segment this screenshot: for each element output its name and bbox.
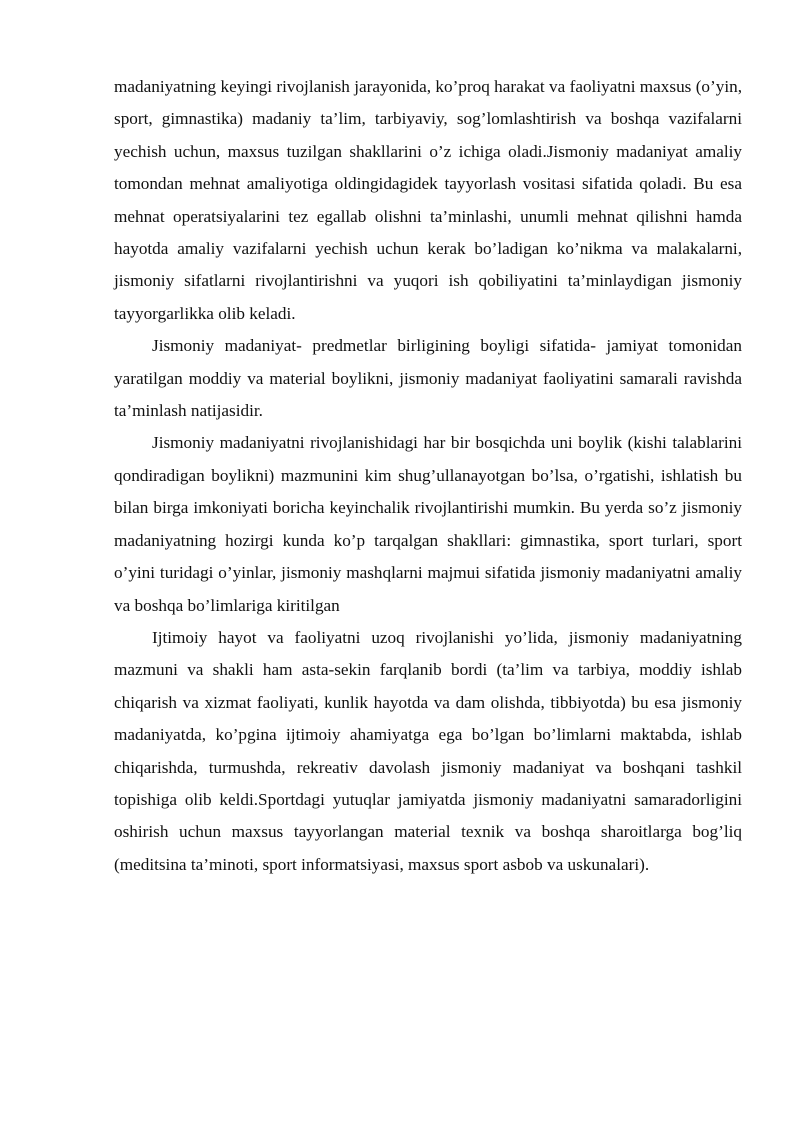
paragraph-social-life: Ijtimoiy hayot va faoliyatni uzoq rivojlanishi yo’lida, jismoniy madaniyatning mazmuni va shakli ham asta-sekin farqlanib bordi (ta’lim va tarbiya, moddiy ishlab chiqarish va xizmat faoliyati, kunlik hayotda va dam olishda, tibbiyotda) bu esa jismoniy madaniyatda, ko’pgina ijtimoiy ahamiyatga ega bo’lgan bo’limlarni maktabda, ishlab chiqarishda, turmushda, rekreativ davolash jismoniy madaniyat va boshqani tashkil topishiga olib keldi.Sportdagi yutuqlar jamiyatda jismoniy madaniyatni samaradorligini oshirish uchun maxsus tayyorlangan material texnik va boshqa sharoitlarga bog’liq (meditsina ta’minoti, sport informatsiyasi, maxsus sport asbob va uskunalari). xyxy=(114,627,742,874)
paragraph-development-stages: Jismoniy madaniyatni rivojlanishidagi har bir bosqichda uni boylik (kishi talablarini qondiradigan boylikni) mazmunini kim shug’ullanayotgan bo’lsa, o’rgatishi, ishlatish bu bilan birga imkoniyati boricha keyinchalik rivojlantirishi mumkin. Bu yerda so’z jismoniy madaniyatning hozirgi kunda ko’p tarqalgan shakllari: gimnastika, sport turlari, sport o’yini turidagi o’yinlar, jismoniy mashqlarni majmui sifatida jismoniy madaniyatni amaliy va boshqa bo’limlariga kiritilgan xyxy=(114,433,742,615)
paragraph-material-wealth: Jismoniy madaniyat- predmetlar birligining boyligi sifatida- jamiyat tomonidan yaratilgan moddiy va material boylikni, jismoniy madaniyat faoliyatini samarali ravishda ta’minlash natijasidir. xyxy=(114,336,742,421)
paragraph-continuation: madaniyatning keyingi rivojlanish jarayonida, ko’proq harakat va faoliyatni maxsus (o’yin, sport, gimnastika) madaniy ta’lim, tarbiyaviy, sog’lomlashtirish va boshqa vazifalarni yechish uchun, maxsus tuzilgan shakllarini o’z ichiga oladi.Jismoniy madaniyat amaliy tomondan mehnat amaliyotiga oldingidagidek tayyorlash vositasi sifatida qoladi. Bu esa mehnat operatsiyalarini tez egallab olishni ta’minlashi, unumli mehnat qilishni hamda hayotda amaliy vazifalarni yechish uchun kerak bo’ladigan ko’nikma va malakalarni, jismoniy sifatlarni rivojlantirishni va yuqori ish qobiliyatini ta’minlaydigan jismoniy tayyorgarlikka olib keladi. xyxy=(114,77,742,323)
document-page xyxy=(114,71,742,881)
